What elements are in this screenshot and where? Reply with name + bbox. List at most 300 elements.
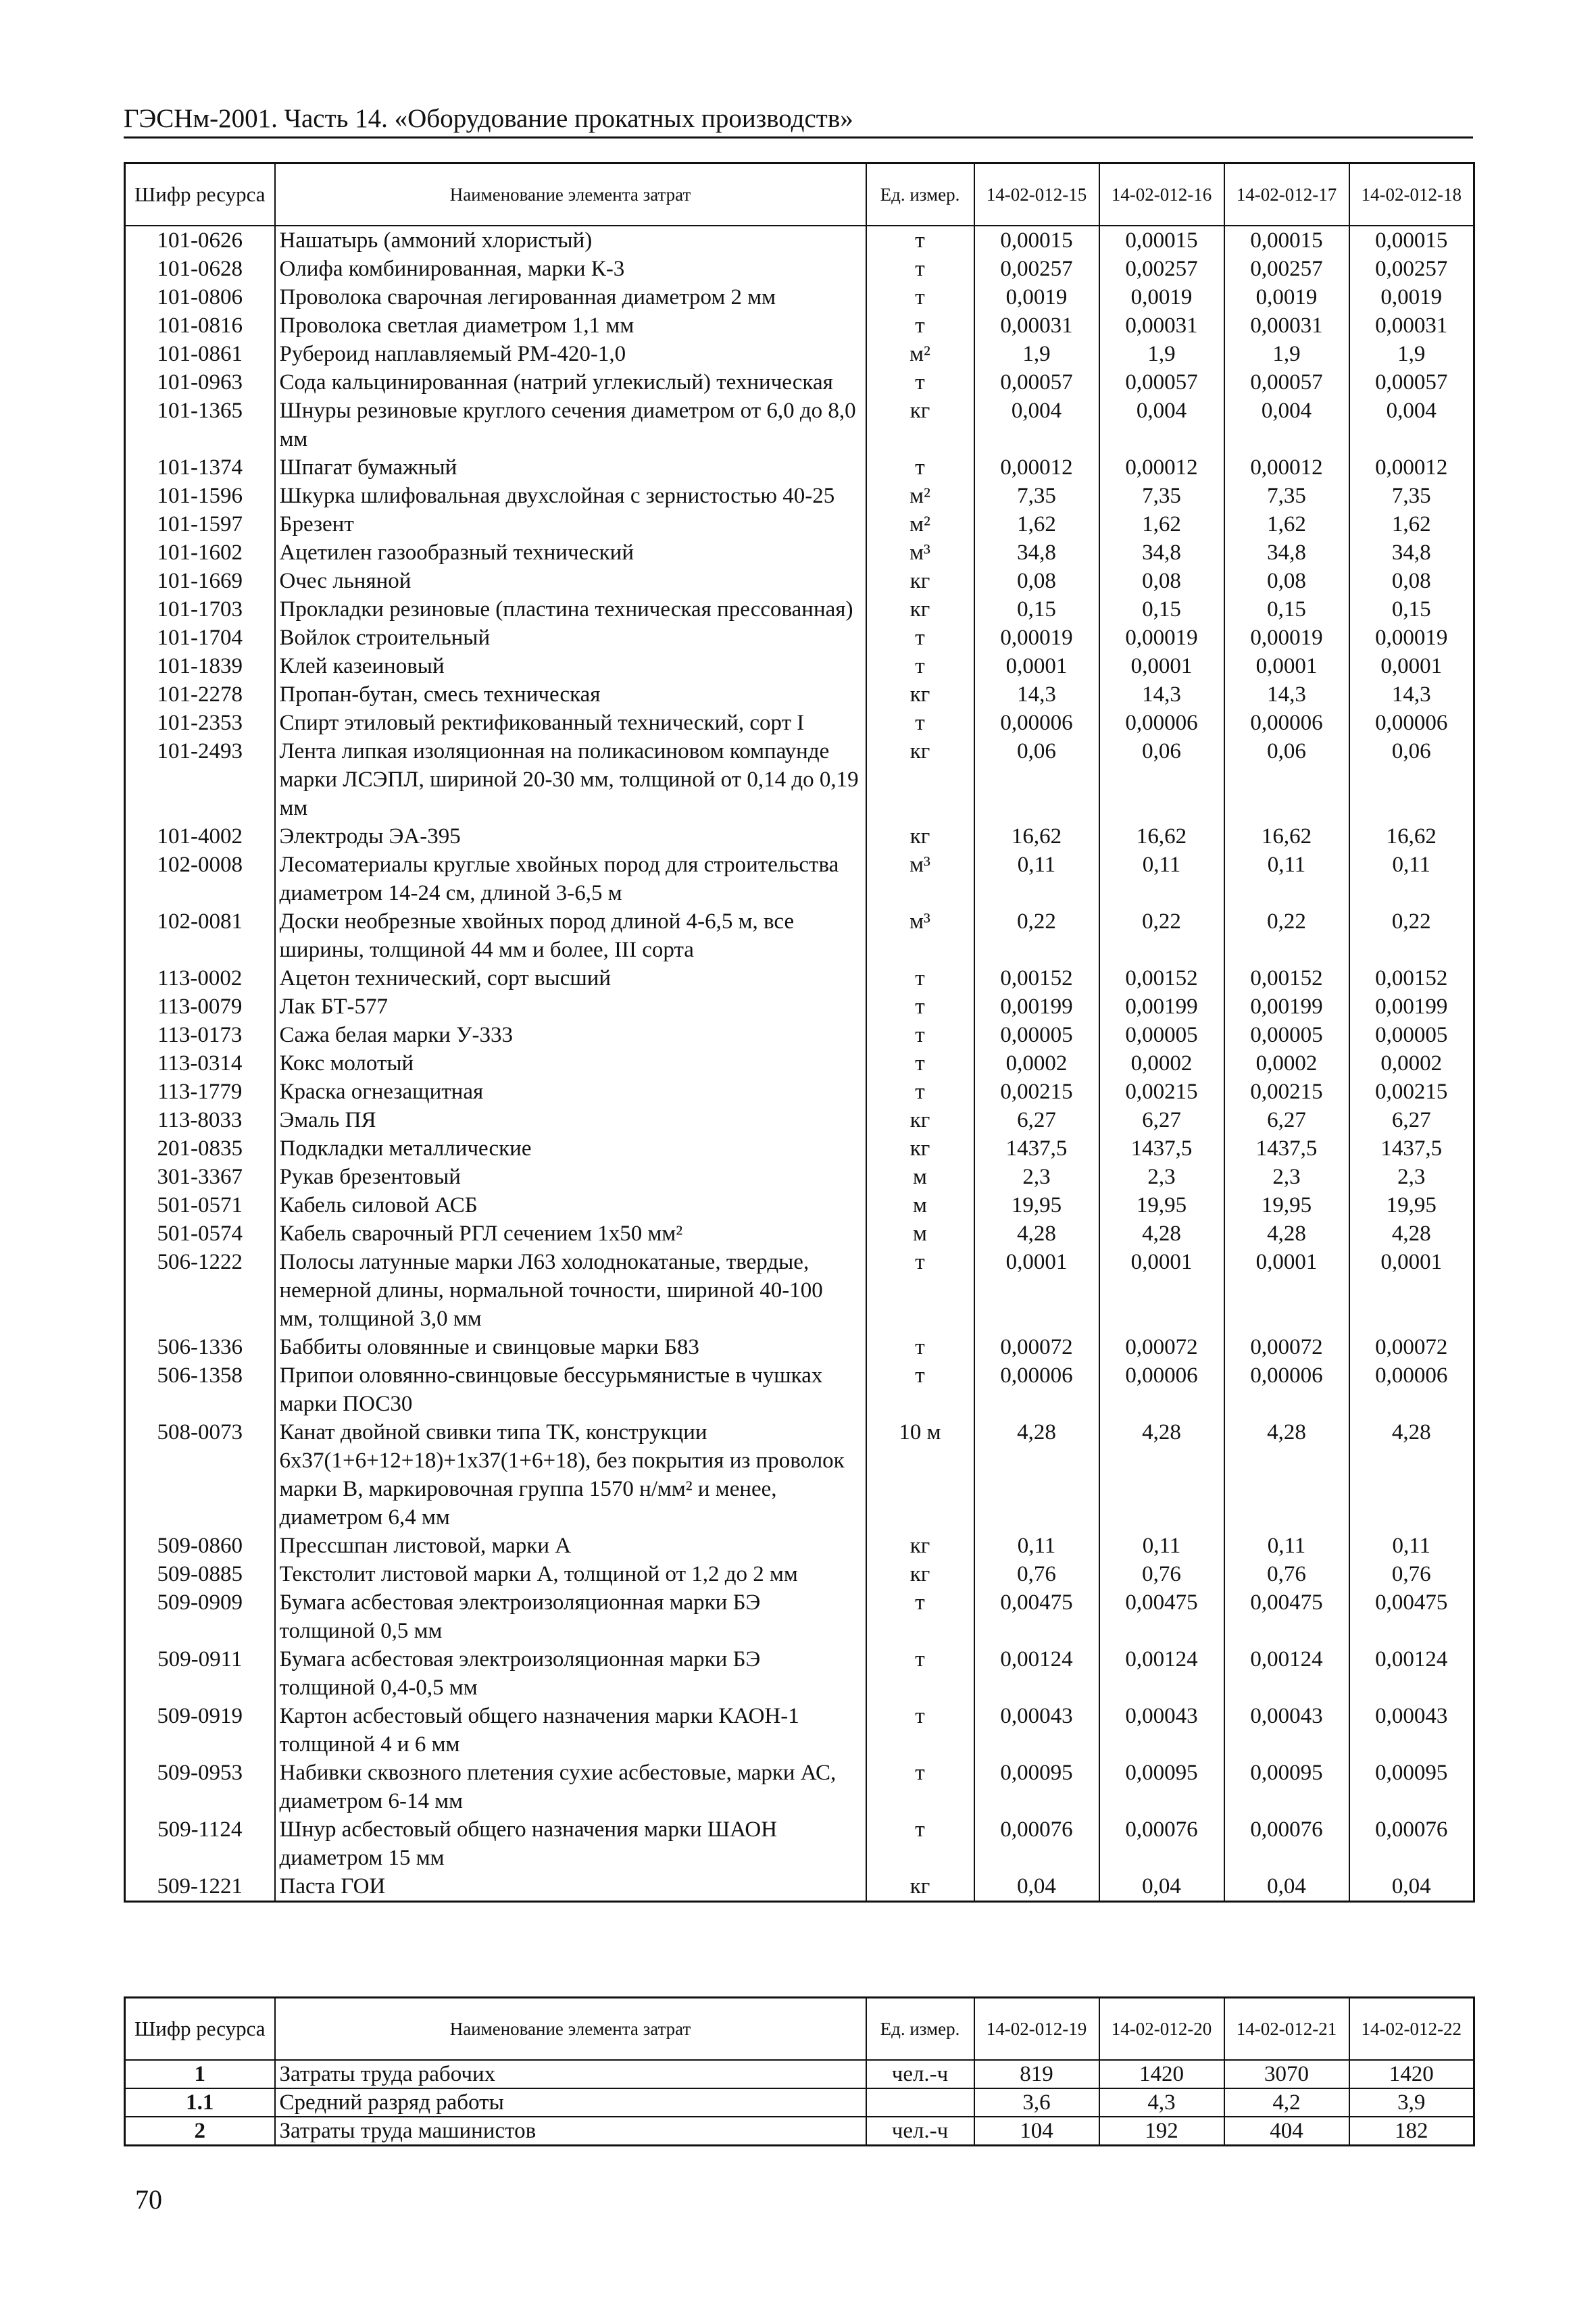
- header-unit: Ед. измер.: [866, 164, 974, 226]
- table-row: [125, 1588, 1474, 1645]
- resource-code: 102-0081: [125, 907, 275, 964]
- norm-value: 4,28: [1349, 1219, 1474, 1248]
- resource-code: 509-0860: [125, 1532, 275, 1560]
- norm-value: 0,11: [974, 1532, 1099, 1560]
- table-row: [125, 397, 1474, 453]
- table-row: [125, 907, 1474, 964]
- unit-of-measure: т: [866, 1333, 974, 1361]
- norm-value: 0,00152: [1224, 964, 1349, 992]
- norm-value: 0,76: [1099, 1560, 1224, 1588]
- norm-value: 0,0001: [1099, 1248, 1224, 1333]
- norm-value: 0,00057: [974, 368, 1099, 397]
- norm-value: 0,00031: [1099, 311, 1224, 340]
- unit-of-measure: т: [866, 368, 974, 397]
- norm-value: 16,62: [1224, 822, 1349, 851]
- resource-code: 509-0909: [125, 1588, 275, 1645]
- norm-value: 0,00215: [1224, 1078, 1349, 1106]
- norm-value: 0,0019: [1224, 283, 1349, 311]
- norm-value: 0,22: [1349, 907, 1474, 964]
- table-row: [125, 1106, 1474, 1134]
- table-row: [125, 453, 1474, 482]
- resource-name: Кокс молотый: [275, 1049, 866, 1078]
- unit-of-measure: т: [866, 1049, 974, 1078]
- norm-value: 0,00257: [1349, 255, 1474, 283]
- norm-value: 6,27: [1099, 1106, 1224, 1134]
- norm-value: 0,06: [1224, 737, 1349, 822]
- resource-code: 113-1779: [125, 1078, 275, 1106]
- resource-code: 508-0073: [125, 1418, 275, 1532]
- resource-code: 101-1703: [125, 595, 275, 624]
- norm-value: 0,00006: [974, 709, 1099, 737]
- resource-code: 113-0079: [125, 992, 275, 1021]
- norm-value: 0,76: [1224, 1560, 1349, 1588]
- norm-value: 0,00019: [1224, 624, 1349, 652]
- unit-of-measure: кг: [866, 680, 974, 709]
- norm-value: 0,76: [974, 1560, 1099, 1588]
- norm-value: 0,00006: [1224, 1361, 1349, 1418]
- resource-name: Бумага асбестовая электроизоляционная марки БЭ толщиной 0,4-0,5 мм: [275, 1645, 866, 1702]
- resource-code: 102-0008: [125, 851, 275, 907]
- unit-of-measure: м³: [866, 851, 974, 907]
- table-row: [125, 822, 1474, 851]
- norm-value: 3,9: [1349, 2088, 1474, 2117]
- norm-value: 0,00124: [974, 1645, 1099, 1702]
- resource-name: Электроды ЭА-395: [275, 822, 866, 851]
- norm-value: 0,00124: [1224, 1645, 1349, 1702]
- resource-name: Полосы латунные марки Л63 холоднокатаные, твердые, немерной длины, нормальной точности, шириной 40-100 мм, толщиной 3,0 мм: [275, 1248, 866, 1333]
- table-row: [125, 340, 1474, 368]
- table-row: [125, 1078, 1474, 1106]
- norm-value: 14,3: [1349, 680, 1474, 709]
- table-row: [125, 992, 1474, 1021]
- header-code: Шифр ресурса: [125, 164, 275, 226]
- table-row: [125, 851, 1474, 907]
- norm-value: 0,00475: [974, 1588, 1099, 1645]
- resource-code: 501-0574: [125, 1219, 275, 1248]
- norm-value: 2,3: [1224, 1163, 1349, 1191]
- norm-value: 0,15: [1224, 595, 1349, 624]
- table-row: [125, 709, 1474, 737]
- unit-of-measure: кг: [866, 1134, 974, 1163]
- norm-value: 0,00199: [1224, 992, 1349, 1021]
- norm-value: 34,8: [1224, 538, 1349, 567]
- unit-of-measure: кг: [866, 1106, 974, 1134]
- resource-code: 201-0835: [125, 1134, 275, 1163]
- resource-code: 506-1222: [125, 1248, 275, 1333]
- norm-value: 0,00215: [1349, 1078, 1474, 1106]
- unit-of-measure: кг: [866, 1560, 974, 1588]
- resource-code: 1: [125, 2060, 275, 2088]
- norm-value: 7,35: [974, 482, 1099, 510]
- norm-value: 0,00006: [974, 1361, 1099, 1418]
- resource-code: 113-8033: [125, 1106, 275, 1134]
- norm-value: 0,00043: [974, 1702, 1099, 1759]
- norm-value: 0,08: [1224, 567, 1349, 595]
- resource-name: Кабель сварочный РГЛ сечением 1х50 мм²: [275, 1219, 866, 1248]
- norm-value: 0,00475: [1099, 1588, 1224, 1645]
- resource-code: 101-2493: [125, 737, 275, 822]
- resource-name: Эмаль ПЯ: [275, 1106, 866, 1134]
- norm-value: 0,11: [974, 851, 1099, 907]
- header-name: Наименование элемента затрат: [275, 164, 866, 226]
- norm-value: 0,00152: [1349, 964, 1474, 992]
- norm-value: 6,27: [1349, 1106, 1474, 1134]
- unit-of-measure: м: [866, 1163, 974, 1191]
- norm-value: 0,00031: [1224, 311, 1349, 340]
- norm-value: 0,00019: [1349, 624, 1474, 652]
- unit-of-measure: кг: [866, 737, 974, 822]
- norm-value: 1,62: [974, 510, 1099, 538]
- norm-value: 4,2: [1224, 2088, 1349, 2117]
- resource-name: Спирт этиловый ректификованный технический, сорт I: [275, 709, 866, 737]
- table-row: [125, 1815, 1474, 1872]
- table-row: [125, 680, 1474, 709]
- resource-name: Прессшпан листовой, марки А: [275, 1532, 866, 1560]
- norm-value: 0,00257: [1099, 255, 1224, 283]
- resource-code: 501-0571: [125, 1191, 275, 1219]
- unit-of-measure: чел.-ч: [866, 2117, 974, 2146]
- table-row: [125, 255, 1474, 283]
- resource-code: 509-0953: [125, 1759, 275, 1815]
- unit-of-measure: т: [866, 992, 974, 1021]
- norm-value: 1,62: [1349, 510, 1474, 538]
- table-row: [125, 368, 1474, 397]
- norm-value: 0,00005: [1224, 1021, 1349, 1049]
- norm-value: 4,3: [1099, 2088, 1224, 2117]
- table-row: [125, 1872, 1474, 1902]
- norm-value: 1420: [1099, 2060, 1224, 2088]
- resource-name: Баббиты оловянные и свинцовые марки Б83: [275, 1333, 866, 1361]
- resource-code: 2: [125, 2117, 275, 2146]
- resource-code: 506-1336: [125, 1333, 275, 1361]
- norm-value: 0,00006: [1349, 709, 1474, 737]
- resource-code: 101-0806: [125, 283, 275, 311]
- norm-value: 34,8: [974, 538, 1099, 567]
- resource-name: Паста ГОИ: [275, 1872, 866, 1902]
- norm-value: 14,3: [1224, 680, 1349, 709]
- resource-name: Шнуры резиновые круглого сечения диаметром от 6,0 до 8,0 мм: [275, 397, 866, 453]
- unit-of-measure: т: [866, 1702, 974, 1759]
- table-row: [125, 624, 1474, 652]
- unit-of-measure: т: [866, 453, 974, 482]
- norm-value: 0,0001: [1224, 1248, 1349, 1333]
- norm-value: 4,28: [1099, 1418, 1224, 1532]
- norm-value: 182: [1349, 2117, 1474, 2146]
- resource-name: Лента липкая изоляционная на поликасиновом компаунде марки ЛСЭПЛ, шириной 20-30 мм, толщиной от 0,14 до 0,19 мм: [275, 737, 866, 822]
- norm-value: 7,35: [1224, 482, 1349, 510]
- table-row: [125, 964, 1474, 992]
- norm-value: 4,28: [1099, 1219, 1224, 1248]
- resource-code: 506-1358: [125, 1361, 275, 1418]
- header-col: 14-02-012-17: [1224, 164, 1349, 226]
- header-unit: Ед. измер.: [866, 1998, 974, 2061]
- norm-value: 0,08: [1349, 567, 1474, 595]
- resource-code: 509-1124: [125, 1815, 275, 1872]
- resource-name: Ацетон технический, сорт высший: [275, 964, 866, 992]
- norm-value: 0,0001: [1349, 1248, 1474, 1333]
- table-row: [125, 1333, 1474, 1361]
- unit-of-measure: т: [866, 652, 974, 680]
- unit-of-measure: [866, 2088, 974, 2117]
- norm-value: 0,22: [1224, 907, 1349, 964]
- resource-code: 101-1602: [125, 538, 275, 567]
- norm-value: 0,00199: [974, 992, 1099, 1021]
- norm-value: 0,08: [974, 567, 1099, 595]
- norm-value: 0,0019: [1349, 283, 1474, 311]
- resource-code: 509-0911: [125, 1645, 275, 1702]
- norm-value: 0,00006: [1349, 1361, 1474, 1418]
- norm-value: 14,3: [974, 680, 1099, 709]
- unit-of-measure: кг: [866, 397, 974, 453]
- unit-of-measure: т: [866, 709, 974, 737]
- unit-of-measure: м²: [866, 340, 974, 368]
- resource-code: 113-0002: [125, 964, 275, 992]
- unit-of-measure: кг: [866, 595, 974, 624]
- unit-of-measure: т: [866, 624, 974, 652]
- norm-value: 0,004: [1349, 397, 1474, 453]
- norm-value: 0,00015: [1224, 226, 1349, 255]
- table-row: [125, 1021, 1474, 1049]
- norm-value: 0,00043: [1099, 1702, 1224, 1759]
- table-row: [125, 1163, 1474, 1191]
- norm-value: 0,00031: [1349, 311, 1474, 340]
- norm-value: 104: [974, 2117, 1099, 2146]
- header-col: 14-02-012-20: [1099, 1998, 1224, 2061]
- table-row: [125, 283, 1474, 311]
- resource-name: Шпагат бумажный: [275, 453, 866, 482]
- norm-value: 0,11: [1099, 851, 1224, 907]
- table-row: [125, 1191, 1474, 1219]
- norm-value: 0,00076: [1349, 1815, 1474, 1872]
- resource-code: 101-1669: [125, 567, 275, 595]
- norm-value: 3,6: [974, 2088, 1099, 2117]
- norm-value: 0,00012: [974, 453, 1099, 482]
- resource-name: Рукав брезентовый: [275, 1163, 866, 1191]
- resource-code: 101-0861: [125, 340, 275, 368]
- norm-value: 0,11: [1224, 1532, 1349, 1560]
- unit-of-measure: чел.-ч: [866, 2060, 974, 2088]
- norm-value: 1437,5: [1349, 1134, 1474, 1163]
- header-col: 14-02-012-15: [974, 164, 1099, 226]
- resource-name: Сода кальцинированная (натрий углекислый) техническая: [275, 368, 866, 397]
- unit-of-measure: т: [866, 1588, 974, 1645]
- resource-code: 101-2278: [125, 680, 275, 709]
- unit-of-measure: кг: [866, 567, 974, 595]
- resource-name: Набивки сквозного плетения сухие асбестовые, марки АС, диаметром 6-14 мм: [275, 1759, 866, 1815]
- labor-table: [124, 1996, 1475, 2146]
- norm-value: 0,00095: [1224, 1759, 1349, 1815]
- norm-value: 0,11: [1349, 851, 1474, 907]
- norm-value: 19,95: [1349, 1191, 1474, 1219]
- norm-value: 0,00006: [1099, 1361, 1224, 1418]
- norm-value: 0,11: [1349, 1532, 1474, 1560]
- unit-of-measure: м: [866, 1191, 974, 1219]
- table-row: [125, 652, 1474, 680]
- norm-value: 0,76: [1349, 1560, 1474, 1588]
- resource-code: 101-4002: [125, 822, 275, 851]
- norm-value: 1437,5: [1099, 1134, 1224, 1163]
- resource-code: 509-0885: [125, 1560, 275, 1588]
- norm-value: 4,28: [1224, 1418, 1349, 1532]
- resource-name: Картон асбестовый общего назначения марки КАОН-1 толщиной 4 и 6 мм: [275, 1702, 866, 1759]
- resource-code: 509-0919: [125, 1702, 275, 1759]
- norm-value: 0,00199: [1349, 992, 1474, 1021]
- unit-of-measure: т: [866, 255, 974, 283]
- resource-name: Лесоматериалы круглые хвойных пород для строительства диаметром 14-24 см, длиной 3-6,5 м: [275, 851, 866, 907]
- resource-code: 1.1: [125, 2088, 275, 2117]
- unit-of-measure: т: [866, 1815, 974, 1872]
- norm-value: 0,00072: [1099, 1333, 1224, 1361]
- norm-value: 0,004: [1099, 397, 1224, 453]
- norm-value: 16,62: [1349, 822, 1474, 851]
- norm-value: 0,00043: [1224, 1702, 1349, 1759]
- table-row: [125, 226, 1474, 255]
- norm-value: 7,35: [1099, 482, 1224, 510]
- resource-code: 113-0173: [125, 1021, 275, 1049]
- resource-name: Бумага асбестовая электроизоляционная марки БЭ толщиной 0,5 мм: [275, 1588, 866, 1645]
- header-col: 14-02-012-19: [974, 1998, 1099, 2061]
- table-row: [125, 1532, 1474, 1560]
- resource-name: Проволока светлая диаметром 1,1 мм: [275, 311, 866, 340]
- table-row: [125, 1361, 1474, 1418]
- norm-value: 0,15: [1349, 595, 1474, 624]
- norm-value: 0,04: [1224, 1872, 1349, 1902]
- unit-of-measure: т: [866, 1078, 974, 1106]
- unit-of-measure: кг: [866, 822, 974, 851]
- norm-value: 0,00076: [1099, 1815, 1224, 1872]
- resource-name: Нашатырь (аммоний хлористый): [275, 226, 866, 255]
- unit-of-measure: м²: [866, 510, 974, 538]
- header-col: 14-02-012-18: [1349, 164, 1474, 226]
- resource-name: Шнур асбестовый общего назначения марки ШАОН диаметром 15 мм: [275, 1815, 866, 1872]
- resource-code: 101-1374: [125, 453, 275, 482]
- norm-value: 0,0002: [974, 1049, 1099, 1078]
- norm-value: 4,28: [974, 1418, 1099, 1532]
- norm-value: 0,0001: [1224, 652, 1349, 680]
- unit-of-measure: т: [866, 226, 974, 255]
- norm-value: 0,00124: [1349, 1645, 1474, 1702]
- resource-name: Брезент: [275, 510, 866, 538]
- norm-value: 0,00095: [1099, 1759, 1224, 1815]
- unit-of-measure: кг: [866, 1872, 974, 1902]
- norm-value: 0,06: [974, 737, 1099, 822]
- norm-value: 0,0001: [974, 652, 1099, 680]
- norm-value: 0,0002: [1349, 1049, 1474, 1078]
- norm-value: 0,00006: [1099, 709, 1224, 737]
- norm-value: 16,62: [1099, 822, 1224, 851]
- table-row: [125, 2117, 1474, 2146]
- norm-value: 0,00015: [1349, 226, 1474, 255]
- norm-value: 0,0001: [1349, 652, 1474, 680]
- norm-value: 34,8: [1349, 538, 1474, 567]
- resource-name: Подкладки металлические: [275, 1134, 866, 1163]
- resource-name: Олифа комбинированная, марки К-3: [275, 255, 866, 283]
- table-row: [125, 737, 1474, 822]
- table-row: [125, 2060, 1474, 2088]
- norm-value: 0,00475: [1349, 1588, 1474, 1645]
- table-row: [125, 567, 1474, 595]
- resource-name: Шкурка шлифовальная двухслойная с зернистостью 40-25: [275, 482, 866, 510]
- unit-of-measure: т: [866, 311, 974, 340]
- table-row: [125, 1219, 1474, 1248]
- unit-of-measure: 10 м: [866, 1418, 974, 1532]
- unit-of-measure: м³: [866, 907, 974, 964]
- table-header-row: [125, 164, 1474, 226]
- resource-name: Прокладки резиновые (пластина техническая прессованная): [275, 595, 866, 624]
- resource-code: 101-0963: [125, 368, 275, 397]
- table-row: [125, 1759, 1474, 1815]
- norm-value: 0,00475: [1224, 1588, 1349, 1645]
- norm-value: 819: [974, 2060, 1099, 2088]
- resource-code: 301-3367: [125, 1163, 275, 1191]
- norm-value: 2,3: [974, 1163, 1099, 1191]
- norm-value: 0,00057: [1224, 368, 1349, 397]
- norm-value: 19,95: [1224, 1191, 1349, 1219]
- norm-value: 19,95: [1099, 1191, 1224, 1219]
- resource-name: Затраты труда машинистов: [275, 2117, 866, 2146]
- table-row: [125, 482, 1474, 510]
- resource-name: Лак БТ-577: [275, 992, 866, 1021]
- norm-value: 0,00095: [1349, 1759, 1474, 1815]
- resource-name: Сажа белая марки У-333: [275, 1021, 866, 1049]
- unit-of-measure: т: [866, 964, 974, 992]
- norm-value: 404: [1224, 2117, 1349, 2146]
- unit-of-measure: м: [866, 1219, 974, 1248]
- norm-value: 1437,5: [974, 1134, 1099, 1163]
- table-row: [125, 2088, 1474, 2117]
- unit-of-measure: т: [866, 1645, 974, 1702]
- norm-value: 4,28: [1224, 1219, 1349, 1248]
- resource-name: Краска огнезащитная: [275, 1078, 866, 1106]
- norm-value: 0,00015: [1099, 226, 1224, 255]
- resource-name: Кабель силовой АСБ: [275, 1191, 866, 1219]
- resource-name: Текстолит листовой марки А, толщиной от 1,2 до 2 мм: [275, 1560, 866, 1588]
- resource-code: 101-1704: [125, 624, 275, 652]
- resource-code: 101-1365: [125, 397, 275, 453]
- norm-value: 3070: [1224, 2060, 1349, 2088]
- norm-value: 4,28: [1349, 1418, 1474, 1532]
- norm-value: 0,00072: [1349, 1333, 1474, 1361]
- norm-value: 0,00257: [1224, 255, 1349, 283]
- table-row: [125, 1645, 1474, 1702]
- norm-value: 0,00215: [1099, 1078, 1224, 1106]
- norm-value: 0,00012: [1349, 453, 1474, 482]
- unit-of-measure: т: [866, 1759, 974, 1815]
- resource-code: 101-0816: [125, 311, 275, 340]
- norm-value: 0,22: [1099, 907, 1224, 964]
- norm-value: 0,0001: [1099, 652, 1224, 680]
- resource-name: Канат двойной свивки типа ТК, конструкции 6х37(1+6+12+18)+1х37(1+6+18), без покрытия из проволок марки В, маркировочная группа 1570 н/мм² и менее, диаметром 6,4 мм: [275, 1418, 866, 1532]
- unit-of-measure: т: [866, 1361, 974, 1418]
- norm-value: 4,28: [974, 1219, 1099, 1248]
- norm-value: 0,004: [1224, 397, 1349, 453]
- header-col: 14-02-012-21: [1224, 1998, 1349, 2061]
- resource-name: Клей казеиновый: [275, 652, 866, 680]
- norm-value: 0,00152: [974, 964, 1099, 992]
- norm-value: 0,00076: [974, 1815, 1099, 1872]
- norm-value: 0,00057: [1099, 368, 1224, 397]
- norm-value: 0,00199: [1099, 992, 1224, 1021]
- norm-value: 0,15: [1099, 595, 1224, 624]
- norm-value: 2,3: [1349, 1163, 1474, 1191]
- page-header: ГЭСНм-2001. Часть 14. «Оборудование прокатных производств»: [124, 103, 1473, 139]
- norm-value: 1,9: [1349, 340, 1474, 368]
- resource-code: 101-0626: [125, 226, 275, 255]
- norm-value: 0,0002: [1224, 1049, 1349, 1078]
- norm-value: 19,95: [974, 1191, 1099, 1219]
- norm-value: 14,3: [1099, 680, 1224, 709]
- norm-value: 0,00031: [974, 311, 1099, 340]
